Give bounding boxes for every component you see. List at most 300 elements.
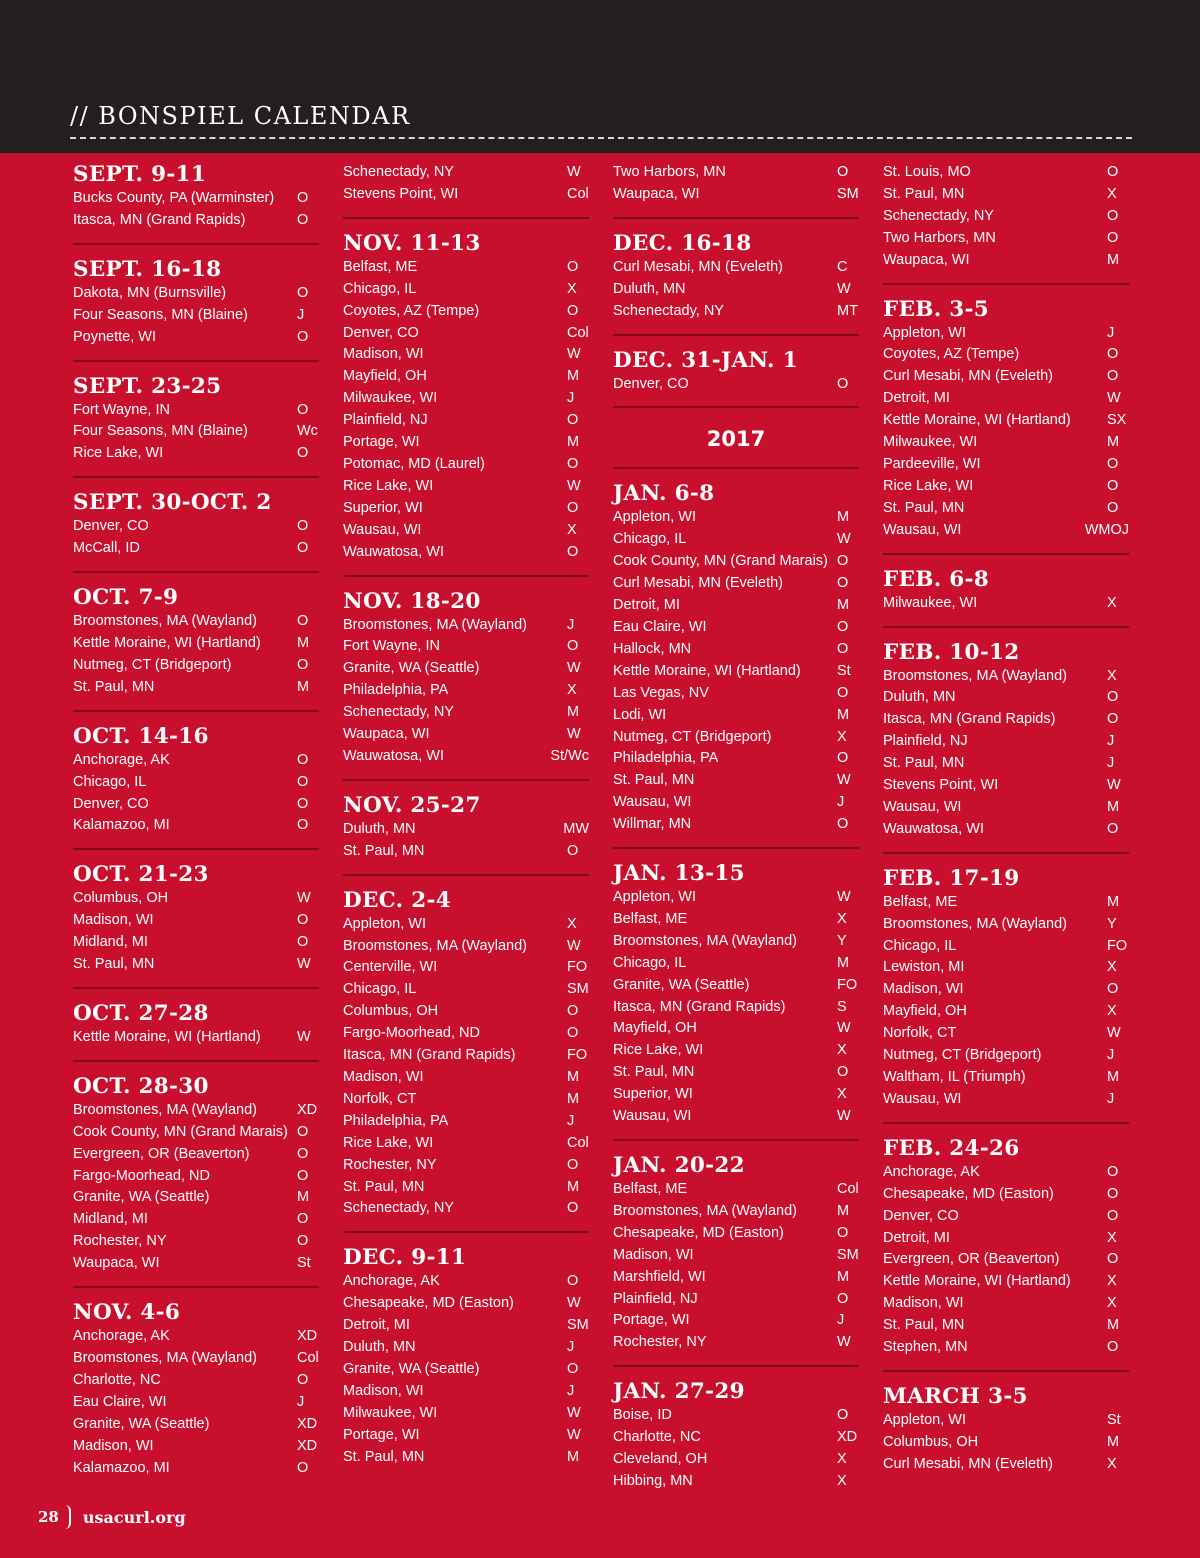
event-row <box>73 1326 319 1348</box>
event-row <box>883 1206 1129 1228</box>
event-type-code: X <box>567 280 577 297</box>
event-row <box>883 1067 1129 1089</box>
club-name: Kettle Moraine, WI (Hartland) <box>883 412 1071 429</box>
club-name: Kalamazoo, MI <box>73 817 170 834</box>
event-type-code: M <box>567 434 580 451</box>
calendar-column-4 <box>883 162 1129 1499</box>
header-bar <box>0 0 1200 153</box>
event-type-code: O <box>1107 164 1119 180</box>
event-type-code: X <box>837 1086 847 1103</box>
event-type-code: X <box>1107 1273 1117 1290</box>
club-name: St. Paul, MN <box>343 1448 425 1465</box>
event-row <box>613 617 859 639</box>
date-section <box>73 162 319 245</box>
club-name: Denver, CO <box>73 795 149 812</box>
site-url: usacurl.org <box>82 1507 186 1527</box>
event-type-code: M <box>1107 251 1120 268</box>
event-type-code: M <box>567 1069 580 1085</box>
club-name: Milwaukee, WI <box>343 390 438 407</box>
club-name: Chesapeake, MD (Easton) <box>883 1185 1054 1202</box>
event-row <box>73 1209 319 1231</box>
event-type-code: O <box>1107 689 1119 706</box>
event-row <box>613 1223 859 1245</box>
club-name: Milwaukee, WI <box>883 594 978 611</box>
event-type-code: J <box>567 1112 575 1129</box>
event-row <box>343 344 589 366</box>
page-footer <box>38 1504 186 1530</box>
event-type-code: J <box>1107 1090 1115 1107</box>
event-type-code: O <box>297 1371 309 1388</box>
event-type-code: M <box>1107 893 1120 910</box>
club-name: Waupaca, WI <box>73 1255 160 1272</box>
event-type-code: J <box>297 1393 305 1410</box>
event-row <box>343 1001 589 1023</box>
event-row <box>883 957 1129 979</box>
event-type-code: O <box>837 816 849 833</box>
event-type-code: X <box>567 915 577 932</box>
date-heading: OCT. 27-28 <box>73 1000 209 1026</box>
club-name: Curl Mesabi, MN (Eveleth) <box>613 258 784 275</box>
event-type-code: W <box>567 1295 581 1312</box>
event-type-code: O <box>297 540 309 557</box>
event-type-code: M <box>567 1178 580 1195</box>
event-row <box>883 593 1129 615</box>
club-name: Mayfield, OH <box>883 1003 967 1020</box>
event-type-code: O <box>567 455 579 472</box>
club-name: Itasca, MN (Grand Rapids) <box>883 711 1056 728</box>
event-type-code: O <box>567 1003 579 1020</box>
club-name: Appleton, WI <box>613 509 697 526</box>
event-type-code: SX <box>1107 412 1127 429</box>
event-type-code: O <box>1107 455 1119 472</box>
club-name: Midland, MI <box>73 1211 148 1228</box>
event-type-code: J <box>1107 733 1115 750</box>
club-name: Madison, WI <box>613 1246 694 1263</box>
event-row <box>73 443 319 465</box>
event-type-code: M <box>567 1090 580 1107</box>
event-row <box>73 1414 319 1436</box>
club-name: Stephen, MN <box>883 1339 968 1356</box>
club-name: Duluth, MN <box>613 280 686 297</box>
event-row <box>883 775 1129 797</box>
event-row <box>343 454 589 476</box>
date-section <box>883 866 1129 1124</box>
event-row <box>343 658 589 680</box>
event-row <box>883 344 1129 366</box>
event-row <box>883 1432 1129 1454</box>
club-name: Fort Wayne, IN <box>343 638 440 655</box>
event-type-code: O <box>297 656 309 673</box>
event-type-code: O <box>297 1145 309 1162</box>
club-name: Detroit, MI <box>883 390 950 407</box>
club-name: Rice Lake, WI <box>343 1134 434 1151</box>
event-row <box>343 184 589 206</box>
club-name: Waupaca, WI <box>343 726 430 743</box>
event-row <box>883 206 1129 228</box>
event-row <box>73 1253 319 1275</box>
event-row <box>73 327 319 349</box>
event-type-code: Wc <box>297 423 318 440</box>
event-type-code: W <box>567 660 581 677</box>
club-name: Plainfield, NJ <box>343 412 428 429</box>
event-row <box>343 914 589 936</box>
event-type-code: O <box>297 1233 309 1250</box>
club-name: Duluth, MN <box>343 820 416 837</box>
event-row <box>883 666 1129 688</box>
date-section <box>343 793 589 876</box>
event-row <box>73 750 319 772</box>
club-name: Eau Claire, WI <box>73 1393 167 1410</box>
club-name: Belfast, ME <box>883 893 958 910</box>
event-row <box>883 709 1129 731</box>
event-type-code: XD <box>297 1101 318 1118</box>
club-name: Milwaukee, WI <box>343 1404 438 1421</box>
club-name: St. Paul, MN <box>883 1317 965 1334</box>
event-row <box>343 1111 589 1133</box>
event-row <box>343 1403 589 1425</box>
event-row <box>883 454 1129 476</box>
event-row <box>343 1177 589 1199</box>
event-row <box>613 573 859 595</box>
event-type-code: O <box>297 934 309 951</box>
event-row <box>613 257 859 279</box>
club-name: Norfolk, CT <box>343 1090 417 1107</box>
event-row <box>883 366 1129 388</box>
event-row <box>883 323 1129 345</box>
event-row <box>883 1315 1129 1337</box>
event-type-code: J <box>1107 755 1115 772</box>
event-row <box>73 794 319 816</box>
club-name: Schenectady, NY <box>613 302 724 319</box>
event-type-code: M <box>837 954 850 971</box>
event-row <box>883 1228 1129 1250</box>
event-type-code: W <box>567 1404 581 1421</box>
date-section <box>73 585 319 712</box>
event-type-code: X <box>1107 1229 1117 1246</box>
event-type-code: O <box>297 1211 309 1228</box>
club-name: Curl Mesabi, MN (Eveleth) <box>883 368 1054 385</box>
club-name: Broomstones, MA (Wayland) <box>613 1202 797 1219</box>
event-row <box>883 228 1129 250</box>
event-type-code: St <box>1107 1411 1121 1428</box>
club-name: Two Harbors, MN <box>883 229 996 246</box>
event-type-code: J <box>567 1339 575 1356</box>
event-type-code: X <box>837 1472 847 1489</box>
club-name: Columbus, OH <box>343 1003 439 1020</box>
event-type-code: W <box>567 477 581 494</box>
club-name: Appleton, WI <box>613 889 697 906</box>
club-name: St. Paul, MN <box>883 185 965 202</box>
event-row <box>343 957 589 979</box>
club-name: Rochester, NY <box>613 1334 707 1351</box>
event-row <box>883 410 1129 432</box>
club-name: St. Paul, MN <box>613 1064 695 1081</box>
event-row <box>343 1133 589 1155</box>
event-type-code: SM <box>837 185 859 202</box>
event-type-code: J <box>1107 1047 1115 1064</box>
event-type-code: Col <box>567 185 589 202</box>
date-section <box>343 231 589 577</box>
event-type-code: O <box>297 401 309 418</box>
event-row <box>613 1449 859 1471</box>
club-name: St. Paul, MN <box>73 678 155 695</box>
date-section <box>73 862 319 989</box>
event-row <box>73 815 319 837</box>
event-row <box>613 1289 859 1311</box>
club-name: Plainfield, NJ <box>883 733 968 750</box>
event-type-code: SM <box>837 1246 859 1263</box>
event-type-code: X <box>567 521 577 538</box>
date-heading: FEB. 10-12 <box>883 639 1020 665</box>
event-type-code: O <box>297 1167 309 1184</box>
event-row <box>613 507 859 529</box>
event-type-code: X <box>567 682 577 699</box>
date-section <box>613 861 859 1141</box>
date-heading: NOV. 18-20 <box>343 588 481 614</box>
event-row <box>73 1348 319 1370</box>
date-section <box>883 162 1129 285</box>
event-row <box>343 301 589 323</box>
club-name: Poynette, WI <box>73 328 157 345</box>
date-heading: DEC. 2-4 <box>343 887 451 913</box>
club-name: Denver, CO <box>883 1207 959 1224</box>
event-row <box>343 819 589 841</box>
date-section <box>73 1001 319 1062</box>
club-name: Las Vegas, NV <box>613 684 709 701</box>
event-type-code: O <box>1107 1339 1119 1356</box>
event-row <box>613 1310 859 1332</box>
club-name: Broomstones, MA (Wayland) <box>343 937 527 954</box>
club-name: Nutmeg, CT (Bridgeport) <box>883 1047 1042 1064</box>
event-row <box>343 636 589 658</box>
event-type-code: O <box>837 375 849 392</box>
event-type-code: O <box>567 1360 579 1377</box>
event-row <box>613 748 859 770</box>
event-type-code: X <box>1107 185 1117 202</box>
date-section <box>883 297 1129 555</box>
date-heading: NOV. 25-27 <box>343 792 481 818</box>
event-type-code: O <box>837 1407 849 1424</box>
event-type-code: W <box>837 889 851 906</box>
date-section <box>73 724 319 851</box>
event-type-code: M <box>1107 1069 1120 1085</box>
event-type-code: W <box>837 1020 851 1037</box>
event-type-code: X <box>837 1042 847 1059</box>
event-row <box>883 162 1129 184</box>
event-type-code: X <box>1107 667 1117 684</box>
date-section <box>883 640 1129 854</box>
club-name: Coyotes, AZ (Tempe) <box>343 302 480 319</box>
event-row <box>883 1271 1129 1293</box>
event-row <box>613 931 859 953</box>
event-type-code: M <box>567 1448 580 1465</box>
event-row <box>73 538 319 560</box>
event-type-code: MT <box>837 302 858 319</box>
event-row <box>613 814 859 836</box>
event-row <box>343 162 589 184</box>
event-row <box>613 975 859 997</box>
club-name: Belfast, ME <box>613 910 688 927</box>
event-type-code: O <box>1107 1251 1119 1268</box>
event-type-code: O <box>297 751 309 768</box>
event-type-code: J <box>1107 324 1115 341</box>
club-name: Madison, WI <box>73 1437 154 1454</box>
club-name: Portage, WI <box>343 434 420 451</box>
event-row <box>343 1271 589 1293</box>
event-type-code: X <box>837 1451 847 1468</box>
event-row <box>73 932 319 954</box>
date-section <box>73 257 319 362</box>
event-type-code: X <box>1107 959 1117 976</box>
event-row <box>613 705 859 727</box>
club-name: Chesapeake, MD (Easton) <box>343 1295 514 1312</box>
event-type-code: O <box>567 302 579 319</box>
event-row <box>73 1392 319 1414</box>
event-row <box>613 1062 859 1084</box>
event-type-code: W <box>567 346 581 363</box>
club-name: St. Paul, MN <box>343 1178 425 1195</box>
event-type-code: M <box>837 597 850 614</box>
event-type-code: X <box>1107 1295 1117 1312</box>
event-type-code: X <box>1107 594 1117 611</box>
club-name: Pardeeville, WI <box>883 455 981 472</box>
club-name: Granite, WA (Seattle) <box>343 1360 480 1377</box>
event-row <box>613 279 859 301</box>
event-row <box>883 250 1129 272</box>
club-name: Detroit, MI <box>613 597 680 614</box>
club-name: Broomstones, MA (Wayland) <box>613 932 797 949</box>
event-row <box>343 680 589 702</box>
event-type-code: O <box>567 1273 579 1290</box>
club-name: Chicago, IL <box>343 280 417 297</box>
club-name: Schenectady, NY <box>883 207 994 224</box>
event-type-code: O <box>837 1064 849 1081</box>
event-row <box>343 979 589 1001</box>
club-name: Columbus, OH <box>883 1433 979 1450</box>
event-type-code: O <box>297 328 309 345</box>
event-row <box>343 366 589 388</box>
event-type-code: O <box>567 842 579 859</box>
event-row <box>343 1447 589 1469</box>
date-section <box>343 1245 589 1479</box>
club-name: Midland, MI <box>73 934 148 951</box>
event-type-code: O <box>567 258 579 275</box>
event-row <box>73 772 319 794</box>
event-type-code: O <box>297 190 309 206</box>
club-name: Rice Lake, WI <box>73 445 164 462</box>
date-heading: SEPT. 9-11 <box>73 162 207 187</box>
event-type-code: W <box>567 726 581 743</box>
club-name: Cook County, MN (Grand Marais) <box>73 1123 288 1140</box>
event-row <box>613 639 859 661</box>
event-type-code: O <box>1107 1163 1119 1180</box>
club-name: Stevens Point, WI <box>883 777 999 794</box>
club-name: Schenectady, NY <box>343 1200 454 1217</box>
event-type-code: O <box>297 1459 309 1476</box>
event-row <box>613 529 859 551</box>
event-type-code: W <box>1107 390 1121 407</box>
calendar-column-3 <box>613 162 859 1516</box>
club-name: Centerville, WI <box>343 959 438 976</box>
event-type-code: M <box>837 509 850 526</box>
event-type-code: O <box>837 553 849 570</box>
club-name: Detroit, MI <box>343 1317 410 1334</box>
club-name: Chicago, IL <box>613 531 687 548</box>
club-name: Chicago, IL <box>883 937 957 954</box>
event-row <box>73 910 319 932</box>
event-type-code: O <box>837 164 849 180</box>
date-heading: FEB. 3-5 <box>883 296 990 322</box>
club-name: Madison, WI <box>343 346 424 363</box>
event-type-code: Col <box>567 1134 589 1151</box>
event-type-code: W <box>1107 777 1121 794</box>
event-row <box>73 954 319 976</box>
club-name: Wausau, WI <box>883 798 962 815</box>
event-type-code: O <box>1107 346 1119 363</box>
club-name: Belfast, ME <box>343 258 418 275</box>
event-row <box>613 162 859 184</box>
club-name: Granite, WA (Seattle) <box>73 1415 210 1432</box>
event-row <box>343 1045 589 1067</box>
club-name: Anchorage, AK <box>73 1328 170 1345</box>
date-heading: JAN. 27-29 <box>613 1379 745 1405</box>
date-heading: MARCH 3-5 <box>883 1383 1028 1409</box>
event-row <box>343 724 589 746</box>
event-type-code: Y <box>1107 915 1117 932</box>
club-name: St. Paul, MN <box>343 842 425 859</box>
club-name: Kettle Moraine, WI (Hartland) <box>613 662 801 679</box>
club-name: St. Paul, MN <box>613 772 695 789</box>
club-name: Madison, WI <box>73 912 154 929</box>
event-type-code: FO <box>1107 937 1128 954</box>
event-row <box>883 1089 1129 1111</box>
event-type-code: O <box>1107 207 1119 224</box>
event-row <box>343 388 589 410</box>
event-type-code: O <box>297 518 309 535</box>
event-type-code: O <box>1107 1207 1119 1224</box>
club-name: Wauwatosa, WI <box>343 543 444 560</box>
event-type-code: X <box>837 910 847 927</box>
event-row <box>613 1405 859 1427</box>
date-heading: DEC. 9-11 <box>343 1245 467 1271</box>
event-type-code: WMOJ <box>1084 521 1129 538</box>
club-name: Kettle Moraine, WI (Hartland) <box>73 1028 261 1045</box>
event-row <box>343 1067 589 1089</box>
club-name: Granite, WA (Seattle) <box>73 1189 210 1206</box>
event-type-code: W <box>297 890 311 907</box>
date-section <box>73 490 319 573</box>
club-name: Madison, WI <box>883 981 964 998</box>
club-name: Madison, WI <box>883 1295 964 1312</box>
club-name: Evergreen, OR (Beaverton) <box>883 1251 1060 1268</box>
club-name: Rice Lake, WI <box>613 1042 704 1059</box>
event-row <box>73 1370 319 1392</box>
club-name: Rochester, NY <box>343 1156 437 1173</box>
event-type-code: X <box>1107 1455 1117 1472</box>
club-name: Four Seasons, MN (Blaine) <box>73 423 248 440</box>
event-row <box>73 283 319 305</box>
event-type-code: M <box>297 1189 310 1206</box>
event-type-code: X <box>1107 1003 1117 1020</box>
event-row <box>343 432 589 454</box>
event-type-code: M <box>1107 1317 1120 1334</box>
dashed-divider <box>70 137 1132 139</box>
event-type-code: O <box>297 445 309 462</box>
event-type-code: W <box>837 1334 851 1351</box>
event-type-code: O <box>1107 711 1119 728</box>
club-name: Broomstones, MA (Wayland) <box>73 1101 257 1118</box>
club-name: Madison, WI <box>343 1382 424 1399</box>
